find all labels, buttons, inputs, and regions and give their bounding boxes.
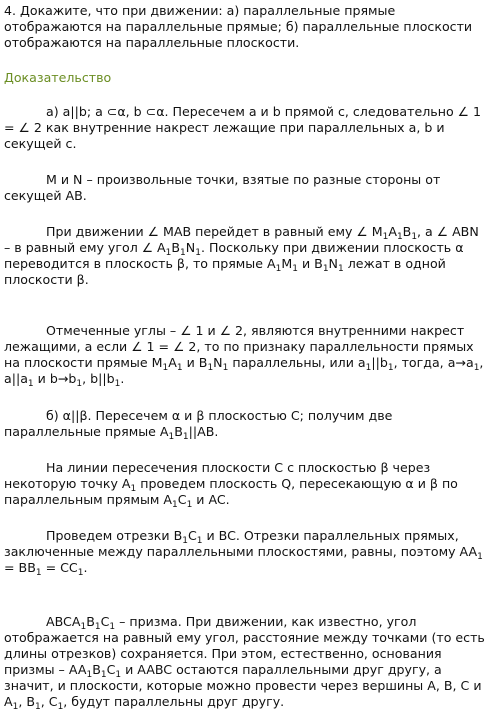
subscript-index: 1 — [130, 484, 137, 494]
proof-paragraph — [4, 323, 488, 387]
text-run: = CC — [41, 560, 78, 575]
subscript-index: 1 — [57, 702, 64, 712]
subscript-index: 1 — [86, 670, 93, 680]
proof-paragraph — [4, 408, 488, 440]
text-run: , тогда, a→a — [393, 355, 474, 370]
subscript-index: 1 — [387, 363, 394, 373]
subscript-index: 1 — [162, 363, 169, 373]
text-run: и AABC остаются параллельными друг другу, а значит, и плоскости, которые можно провести через вершины A, B, C и A — [4, 662, 482, 709]
text-run: C — [177, 492, 187, 507]
text-run: = BB — [4, 560, 36, 575]
subscript-index: 1 — [182, 536, 188, 546]
text-run: C — [106, 662, 116, 677]
subscript-index: 1 — [322, 264, 329, 274]
proof-paragraph — [4, 614, 488, 710]
text-run: . — [120, 371, 125, 386]
text-run: и BC. Отрезки параллельных прямых, заключенные между параллельными плоскостями, равны, поэтому AA — [4, 528, 478, 559]
text-run: а) a||b; a ⊂α, b ⊂α. Пересечем a и b прямой c, следовательно ∠ 1 = ∠ 2 как внутренние накрест лежащие при параллельных a, b и секущей c. — [4, 104, 481, 151]
subscript-index: 1 — [477, 552, 483, 562]
subscript-index: 1 — [186, 500, 193, 510]
subscript-index: 1 — [182, 432, 189, 442]
subscript-index: 1 — [115, 670, 122, 680]
proof-heading: Доказательство — [4, 70, 112, 85]
text-run: , будут параллельны друг другу. — [63, 694, 285, 709]
text-run: и b→b — [33, 371, 77, 386]
text-run: M — [281, 256, 293, 271]
subscript-index: 1 — [76, 379, 83, 389]
text-run: , b||b — [82, 371, 115, 386]
subscript-index: 1 — [365, 363, 372, 373]
text-run: C — [100, 614, 110, 629]
proof-paragraph — [4, 224, 488, 288]
text-run: Отмеченные углы – ∠ 1 и ∠ 2, являются внутренними накрест лежащими, а если ∠ 1 = ∠ 2, то по признаку параллельности прямых на плоскости прямые M — [4, 323, 474, 370]
proof-paragraph — [4, 528, 488, 576]
text-run: параллельны, или a — [228, 355, 366, 370]
subscript-index: 1 — [207, 363, 214, 373]
text-run: . — [83, 560, 88, 575]
proof-paragraph — [4, 104, 488, 152]
text-run: N — [185, 240, 196, 255]
subscript-index: 1 — [176, 363, 183, 373]
subscript-index: 1 — [35, 702, 41, 712]
text-run: ||b — [371, 355, 388, 370]
subscript-index: 1 — [180, 248, 186, 258]
subscript-index: 1 — [411, 232, 418, 242]
text-run: A — [168, 355, 177, 370]
text-run: C — [187, 528, 197, 543]
subscript-index: 1 — [337, 264, 344, 274]
text-run: . Поскольку при движении плоскость α переводится в плоскость β, то прямые A — [4, 240, 464, 271]
text-run: лежат в одной плоскости β. — [4, 256, 446, 287]
text-run: , B — [18, 694, 36, 709]
subscript-index: 1 — [195, 248, 201, 258]
text-run: – призма. При движении, как известно, угол отображается на равный ему угол, расстояние между точками (то есть длины отрезков) сохраняется. При этом, естественно, основания призмы – AA — [4, 614, 485, 677]
subscript-index: 1 — [114, 379, 121, 389]
subscript-index: 1 — [12, 702, 19, 712]
text-run: б) α||β. Пересечем α и β плоскостью C; получим две параллельные прямые A — [4, 408, 393, 439]
subscript-index: 1 — [172, 500, 178, 510]
proof-paragraph — [4, 460, 488, 508]
subscript-index: 1 — [27, 379, 34, 389]
subscript-index: 1 — [396, 232, 403, 242]
subscript-index: 1 — [100, 670, 107, 680]
text-run: N — [328, 256, 338, 271]
subscript-index: 1 — [35, 568, 42, 578]
text-run: ABCA — [46, 614, 81, 629]
subscript-index: 1 — [94, 622, 101, 632]
subscript-index: 1 — [109, 622, 116, 632]
subscript-index: 1 — [382, 232, 389, 242]
text-run: B — [174, 424, 183, 439]
subscript-index: 1 — [275, 264, 282, 274]
text-run: проведем плоскость Q, пересекающую α и β по параллельным прямым A — [4, 476, 458, 507]
text-run: , а ∠ ABN – в равный ему угол ∠ A — [4, 224, 479, 255]
text-run: При движении ∠ MAB перейдет в равный ему ∠ M — [46, 224, 383, 239]
subscript-index: 1 — [168, 432, 175, 442]
text-run: и AC. — [192, 492, 230, 507]
subscript-index: 1 — [222, 363, 229, 373]
text-run: B — [402, 224, 412, 239]
text-run: Проведем отрезки B — [46, 528, 183, 543]
text-run: На линии пересечения плоскости C с плоскостью β через некоторую точку A — [4, 460, 431, 491]
text-run: A — [388, 224, 397, 239]
subscript-index: 1 — [165, 248, 172, 258]
subscript-index: 1 — [77, 568, 84, 578]
subscript-index: 1 — [80, 622, 87, 632]
text-run: B — [171, 240, 181, 255]
text-run: N — [213, 355, 223, 370]
subscript-index: 1 — [196, 536, 203, 546]
proof-paragraph — [4, 172, 488, 204]
text-run: ||AB. — [188, 424, 219, 439]
task-statement: 4. Докажите, что при движении: а) параллельные прямые отображаются на параллельные прямые; б) параллельные плоскости отображаются на параллельные плоскости. — [4, 3, 473, 50]
subscript-index: 1 — [292, 264, 298, 274]
text-run: B — [86, 614, 95, 629]
text-run: , C — [40, 694, 58, 709]
text-run: и B — [297, 256, 323, 271]
text-run: , a||a — [4, 355, 484, 386]
subscript-index: 1 — [473, 363, 480, 373]
text-run: B — [92, 662, 101, 677]
text-run: M и N – произвольные точки, взятые по разные стороны от секущей AB. — [4, 172, 441, 203]
text-run: и B — [182, 355, 208, 370]
